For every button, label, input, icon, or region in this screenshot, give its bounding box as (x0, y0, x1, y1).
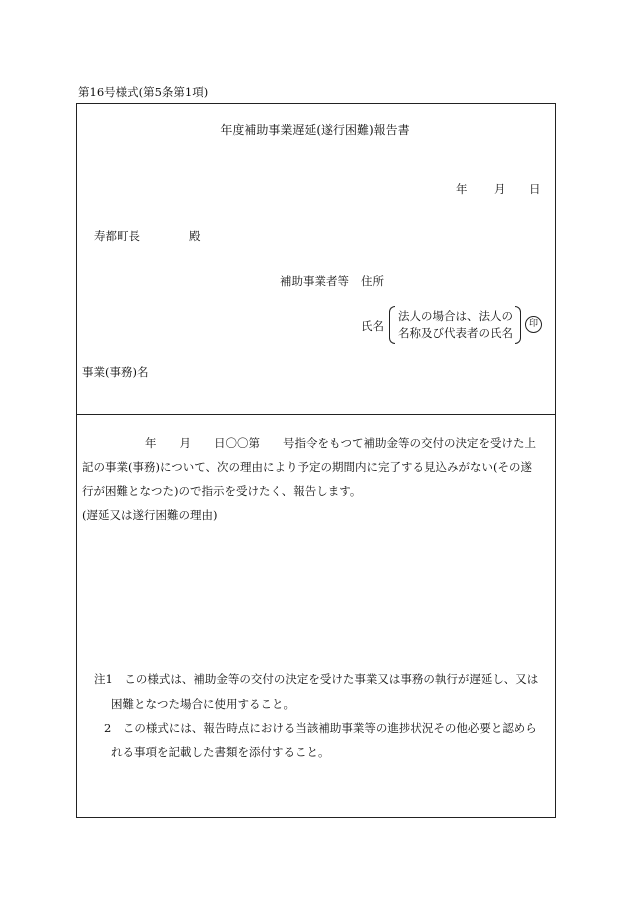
form-number: 第16号様式(第5条第1項) (78, 85, 209, 99)
body-text-line-3: 行が困難となつた)ので指示を受けたく、報告します。 (82, 484, 362, 498)
document-title: 年度補助事業遅延(遂行困難)報告書 (220, 123, 410, 137)
address-label: 住所 (361, 274, 384, 288)
body-text-line-2: 記の事業(事務)について、次の理由により予定の期間内に完了する見込みがない(その遂 (82, 460, 532, 474)
name-label: 氏名 (361, 319, 384, 333)
bracket-left (389, 306, 395, 344)
date-day-label: 日 (529, 182, 541, 196)
seal-icon: 印 (525, 316, 542, 333)
note-1-line-1: 注1 この様式は、補助金等の交付の決定を受けた事業又は事務の執行が遅延し、又は (94, 672, 539, 686)
note-2-line-2: れる事項を記載した書類を添付すること。 (111, 745, 330, 759)
reason-label: (遅延又は遂行困難の理由) (82, 508, 218, 522)
date-month-label: 月 (494, 182, 506, 196)
bracket-right (515, 306, 521, 344)
body-text-line-1: 年 月 日〇〇第 号指令をもつて補助金等の交付の決定を受けた上 (145, 436, 536, 450)
section-divider (76, 414, 556, 415)
corporation-note-line-2: 名称及び代表者の氏名 (398, 326, 513, 340)
project-name-label: 事業(事務)名 (82, 365, 149, 379)
corporation-note-line-1: 法人の場合は、法人の (398, 309, 513, 323)
addressee-mayor: 寿都町長 (94, 229, 140, 243)
applicant-label: 補助事業者等 (280, 274, 349, 288)
note-2-line-1: 2 この様式には、報告時点における当該補助事業等の進捗状況その他必要と認めら (104, 721, 537, 735)
date-year-label: 年 (456, 182, 468, 196)
addressee-honorific: 殿 (189, 229, 201, 243)
note-1-line-2: 困難となつた場合に使用すること。 (111, 697, 295, 711)
